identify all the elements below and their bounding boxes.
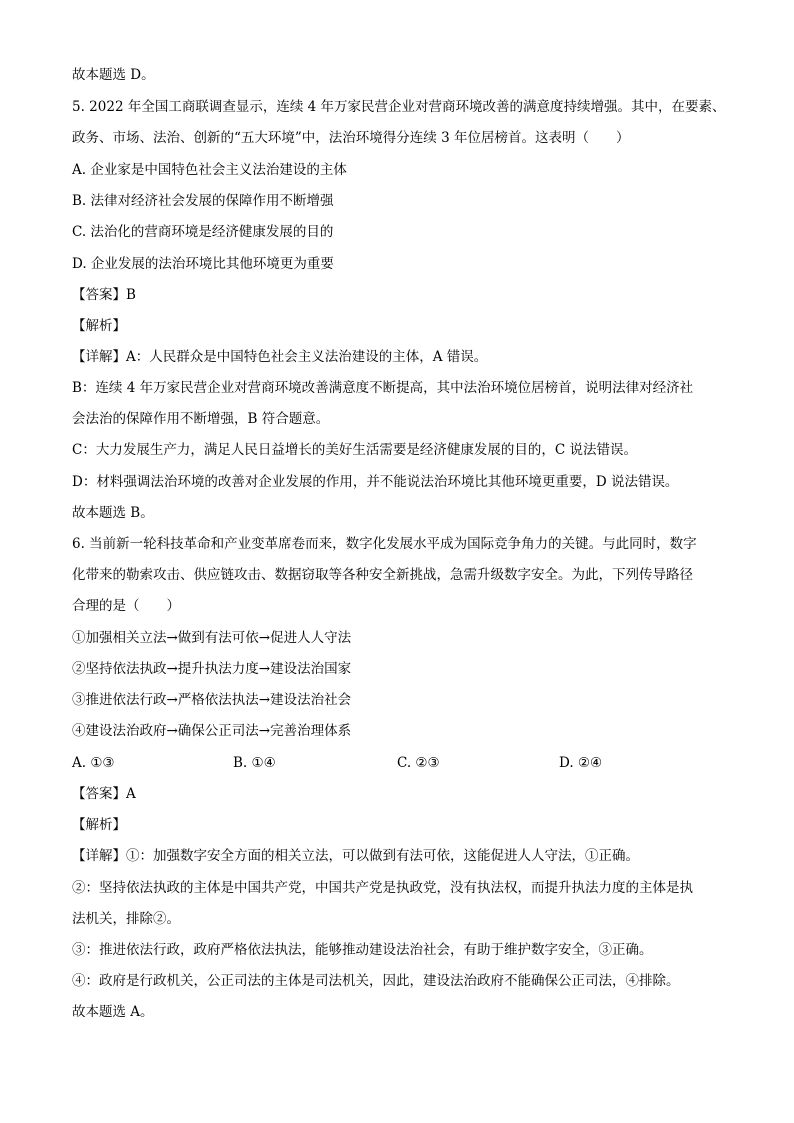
q4-conclusion: 故本题选 D。: [72, 67, 155, 83]
q5-stem-line-1: 5. 2022 年全国工商联调查显示，连续 4 年万家民营企业对营商环境改善的满意度持续增强。其中，在要素、: [72, 99, 726, 115]
q5-option-a: A. 企业家是中国特色社会主义法治建设的主体: [72, 162, 347, 178]
q6-detail-line-2: ②：坚持依法执政的主体是中国共产党，中国共产党是执政党，没有执法权，而提升执法力度的主体是执: [72, 880, 693, 896]
q5-detail-line-3: 会法治的保障作用不断增强，B 符合题意。: [72, 411, 330, 427]
q5-analysis-label: 【解析】: [72, 318, 126, 334]
q5-detail-line-1: 【详解】A：人民群众是中国特色社会主义法治建设的主体，A 错误。: [72, 349, 488, 365]
q6-detail-line-5: ④：政府是行政机关，公正司法的主体是司法机关，因此，建设法治政府不能确保公正司法，④排除。: [72, 973, 680, 989]
q6-option-a: A. ①③: [72, 755, 115, 771]
q5-stem-line-2: 政务、市场、法治、创新的“五大环境”中，法治环境得分连续 3 年位居榜首。这表明（ ）: [72, 130, 630, 146]
q6-item-4: ④建设法治政府→确保公正司法→完善治理体系: [72, 723, 352, 739]
q5-option-c: C. 法治化的营商环境是经济健康发展的目的: [72, 224, 334, 240]
q5-option-b: B. 法律对经济社会发展的保障作用不断增强: [72, 193, 334, 209]
q6-detail-line-1: 【详解】①：加强数字安全方面的相关立法，可以做到有法可依，这能促进人人守法，①正确。: [72, 848, 639, 864]
q5-conclusion: 故本题选 B。: [72, 505, 154, 521]
q6-analysis-label: 【解析】: [72, 817, 126, 833]
q6-item-1: ①加强相关立法→做到有法可依→促进人人守法: [72, 630, 352, 646]
q6-stem-line-1: 6. 当前新一轮科技革命和产业变革席卷而来，数字化发展水平成为国际竞争角力的关键。与此同时，数字: [72, 536, 697, 552]
q6-detail-line-4: ③：推进依法行政，政府严格依法执法，能够推动建设法治社会，有助于维护数字安全，③正确。: [72, 942, 653, 958]
q6-option-b: B. ①④: [233, 755, 276, 771]
q5-detail-line-4: C：大力发展生产力，满足人民日益增长的美好生活需要是经济健康发展的目的，C 说法错误。: [72, 442, 637, 458]
q6-conclusion: 故本题选 A。: [72, 1004, 154, 1020]
q5-detail-line-5: D：材料强调法治环境的改善对企业发展的作用，并不能说法治环境比其他环境更重要，D 说法错误。: [72, 474, 679, 490]
q5-option-d: D. 企业发展的法治环境比其他环境更为重要: [72, 256, 334, 272]
q6-option-d: D. ②④: [559, 755, 603, 771]
q6-option-c: C. ②③: [397, 755, 440, 771]
q5-answer: 【答案】B: [72, 287, 136, 303]
q6-stem-line-2: 化带来的勒索攻击、供应链攻击、数据窃取等各种安全新挑战，急需升级数字安全。为此，下列传导路径: [72, 567, 693, 583]
q6-options-row: [72, 753, 722, 773]
q6-item-2: ②坚持依法执政→提升执法力度→建设法治国家: [72, 661, 352, 677]
q6-stem-line-3: 合理的是（ ）: [72, 598, 180, 614]
q6-item-3: ③推进依法行政→严格依法执法→建设法治社会: [72, 692, 352, 708]
q6-answer: 【答案】A: [72, 786, 136, 802]
q6-detail-line-3: 法机关，排除②。: [72, 911, 180, 927]
q5-detail-line-2: B：连续 4 年万家民营企业对营商环境改善满意度不断提高，其中法治环境位居榜首，说明法律对经济社: [72, 380, 694, 396]
